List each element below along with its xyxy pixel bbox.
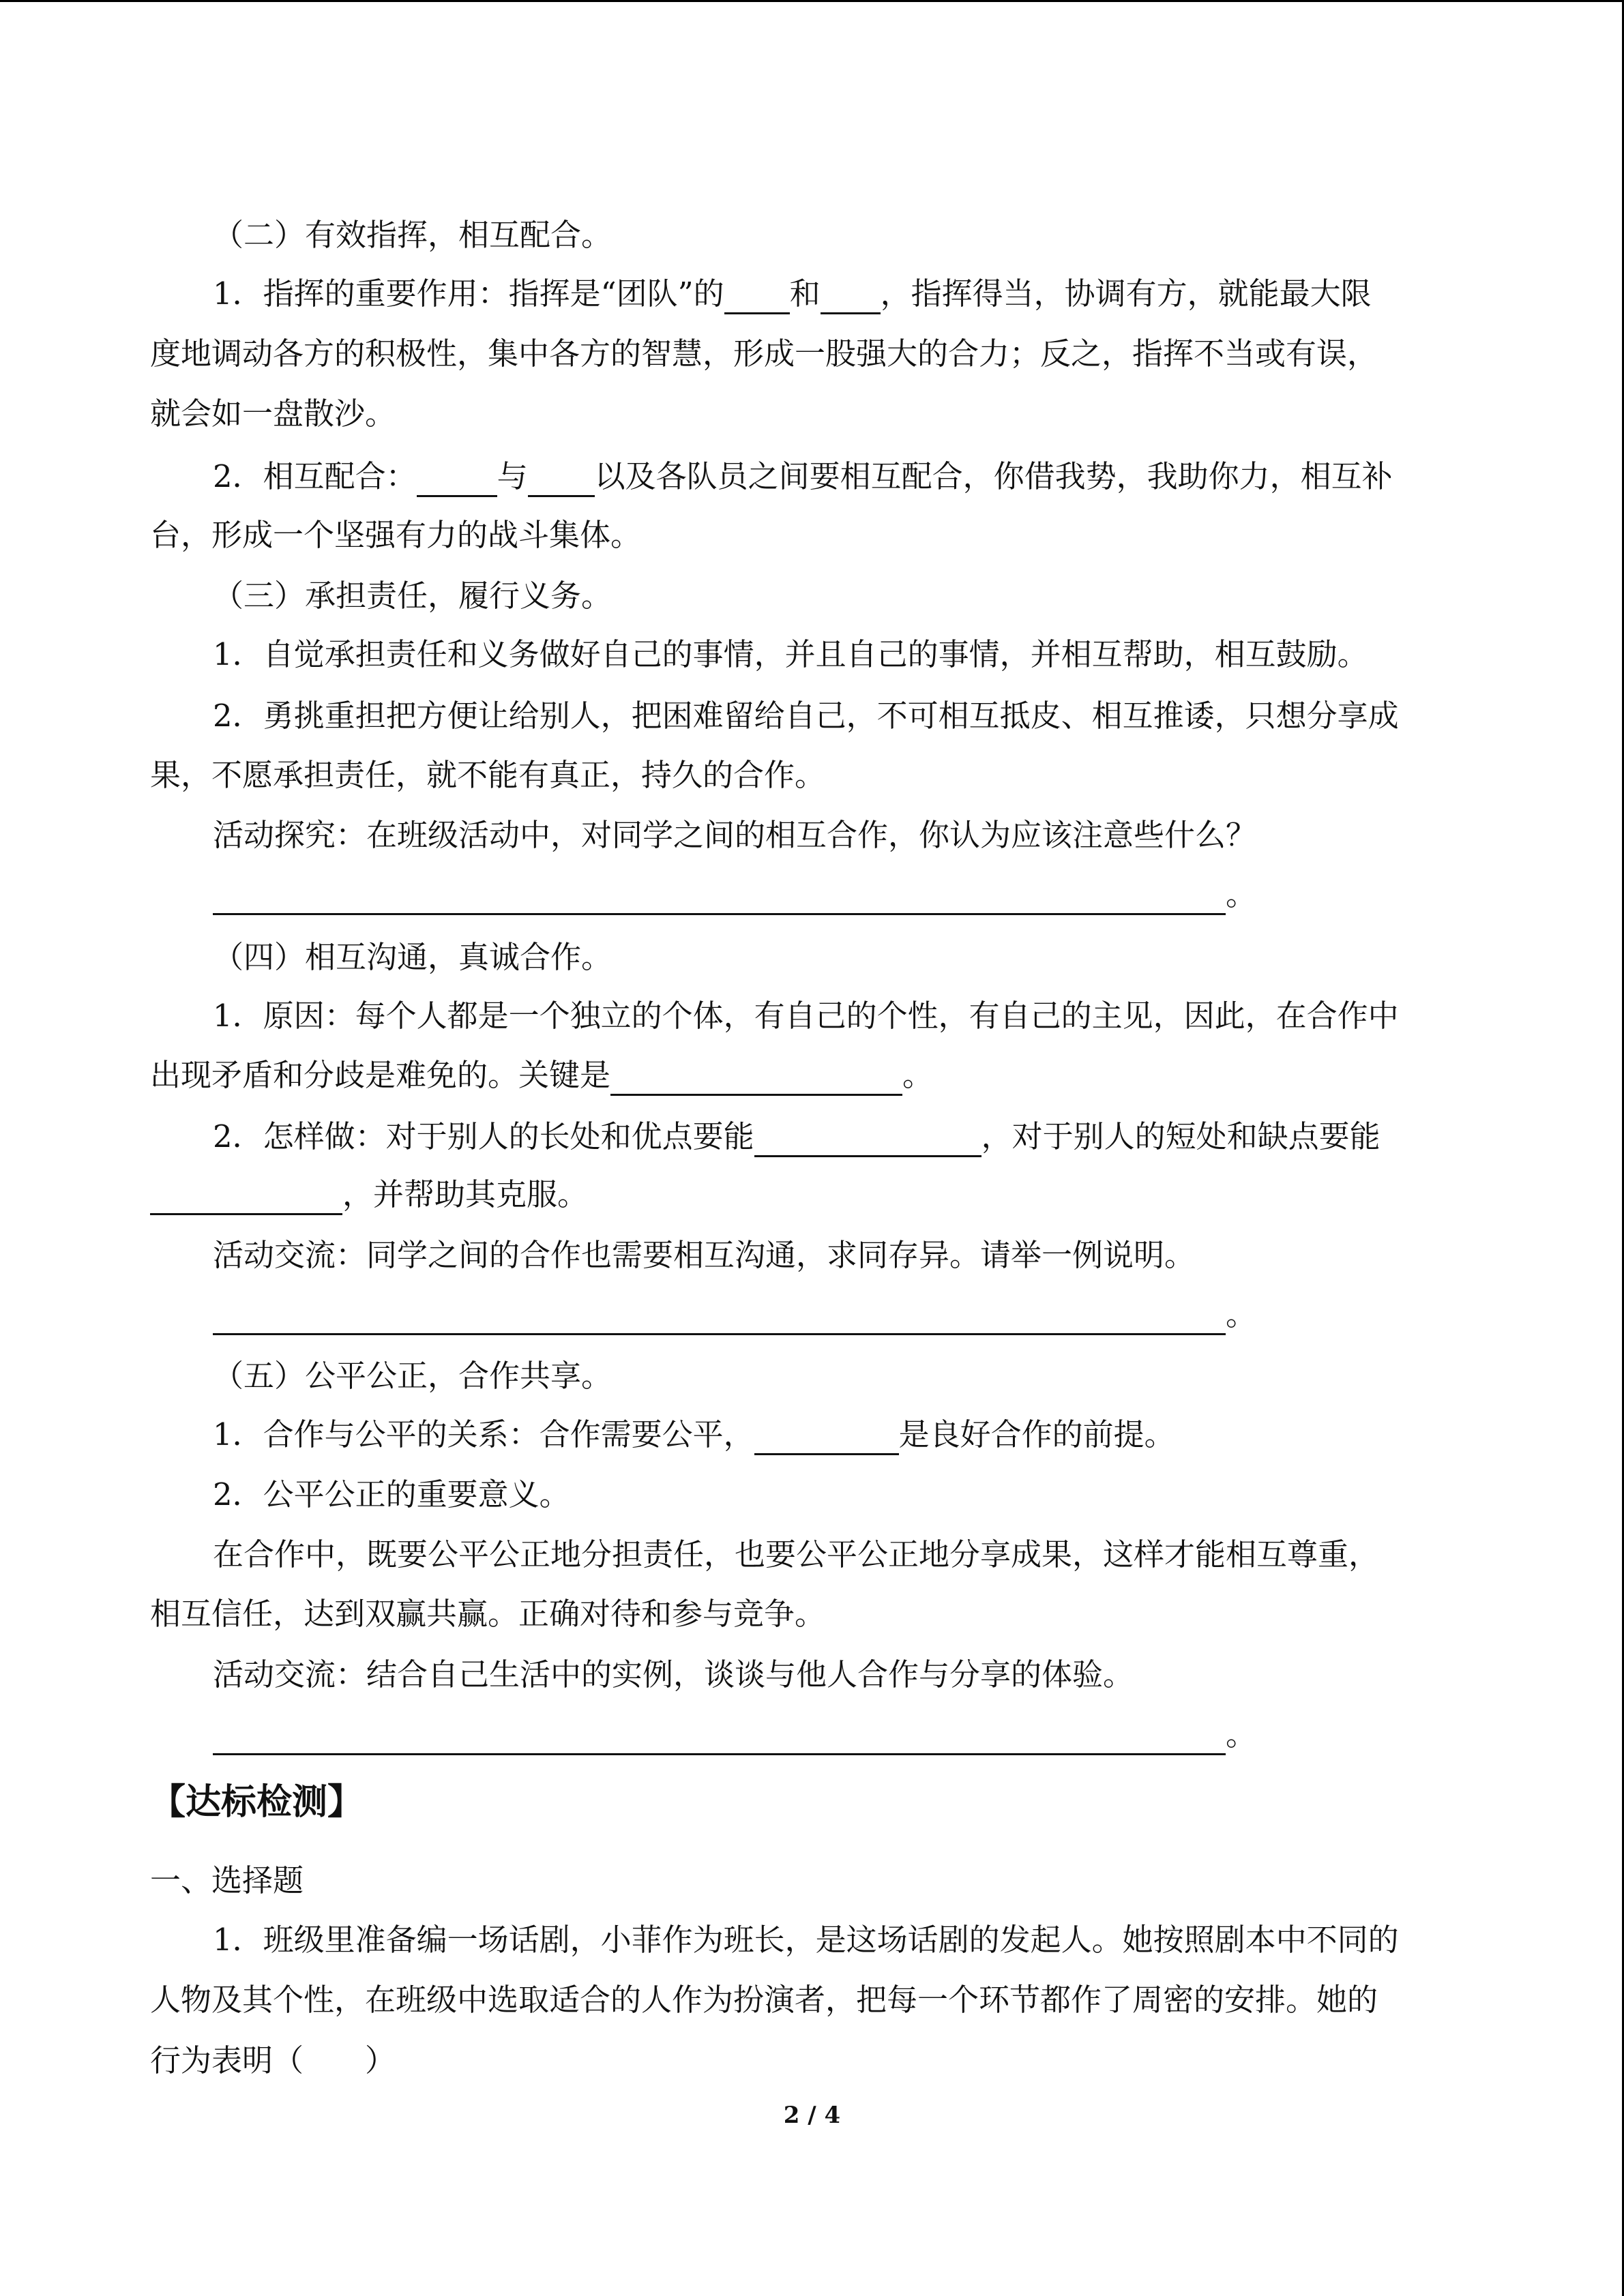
section-3-title: （三）承担责任，履行义务。	[213, 578, 612, 614]
section-3-para-2-line-2: 果，不愿承担责任，就不能有真正，持久的合作。	[150, 757, 826, 793]
section-4-para-2-line-2: ，并帮助其克服。	[150, 1174, 1477, 1215]
fill-blank[interactable]	[754, 1122, 981, 1157]
fill-blank[interactable]	[150, 1180, 342, 1215]
section-2-para-2: 2．相互配合： 与 以及各队员之间要相互配合，你借我势，我助你力，相互补	[150, 456, 1539, 497]
fill-blank[interactable]	[610, 1061, 902, 1096]
section-heading: 【达标检测】	[150, 1782, 364, 1823]
section-3-para-1: 1．自觉承担责任和义务做好自己的事情，并且自己的事情，并相互帮助，相互鼓励。	[213, 636, 1368, 672]
section-2-para-2-line-2: 台，形成一个坚强有力的战斗集体。	[150, 517, 642, 553]
answer-line: 。	[150, 1294, 1539, 1335]
section-3-para-2: 2．勇挑重担把方便让给别人，把困难留给自己，不可相互抵皮、相互推诿，只想分享成	[213, 698, 1399, 734]
fill-blank[interactable]	[417, 462, 497, 497]
section-2-para-1-line-3: 就会如一盘散沙。	[150, 396, 396, 432]
section-5-para-3-line-2: 相互信任，达到双赢共赢。正确对待和参与竞争。	[150, 1596, 826, 1632]
section-4-para-1-line-2: 出现矛盾和分歧是难免的。关键是 。	[150, 1055, 1477, 1096]
question-1: 1．班级里准备编一场话剧，小菲作为班长，是这场话剧的发起人。她按照剧本中不同的	[213, 1922, 1399, 1958]
answer-blank[interactable]	[213, 880, 1226, 915]
answer-line: 。	[150, 874, 1539, 915]
fill-blank[interactable]	[528, 462, 595, 497]
section-2-title: （二）有效指挥，相互配合。	[213, 217, 612, 253]
answer-blank[interactable]	[213, 1300, 1226, 1335]
section-4-para-2: 2．怎样做：对于别人的长处和优点要能 ，对于别人的短处和缺点要能	[150, 1116, 1539, 1157]
section-3-activity: 活动探究：在班级活动中，对同学之间的相互合作，你认为应该注意些什么？	[213, 817, 1257, 853]
section-4-title: （四）相互沟通，真诚合作。	[213, 939, 612, 975]
section-5-title: （五）公平公正，合作共享。	[213, 1358, 612, 1394]
section-5-activity: 活动交流：结合自己生活中的实例，谈谈与他人合作与分享的体验。	[213, 1656, 1134, 1693]
fill-blank[interactable]	[754, 1420, 899, 1455]
answer-blank[interactable]	[213, 1720, 1226, 1755]
section-5-para-1: 1．合作与公平的关系：合作需要公平， 是良好合作的前提。	[150, 1414, 1539, 1455]
section-4-activity: 活动交流：同学之间的合作也需要相互沟通，求同存异。请举一例说明。	[213, 1237, 1196, 1273]
question-1-line-2: 人物及其个性，在班级中选取适合的人作为扮演者，把每一个环节都作了周密的安排。她的	[150, 1982, 1378, 2018]
section-5-para-2: 2．公平公正的重要意义。	[213, 1476, 570, 1512]
top-border	[0, 0, 1624, 2]
page-number: 2 / 4	[783, 2102, 841, 2129]
question-type: 一、选择题	[150, 1862, 304, 1898]
section-5-para-3: 在合作中，既要公平公正地分担责任，也要公平公正地分享成果，这样才能相互尊重，	[213, 1536, 1380, 1572]
section-4-para-1: 1．原因：每个人都是一个独立的个体，有自己的个性，有自己的主见，因此，在合作中	[213, 998, 1399, 1034]
section-2-para-1: 1．指挥的重要作用：指挥是“团队”的 和 ，指挥得当，协调有方，就能最大限	[150, 273, 1539, 314]
fill-blank[interactable]	[821, 280, 881, 314]
section-2-para-1-line-2: 度地调动各方的积极性，集中各方的智慧，形成一股强大的合力；反之，指挥不当或有误，	[150, 336, 1378, 372]
question-1-line-3: 行为表明（ ）	[150, 2042, 396, 2078]
answer-line: 。	[150, 1714, 1539, 1755]
fill-blank[interactable]	[724, 280, 790, 314]
